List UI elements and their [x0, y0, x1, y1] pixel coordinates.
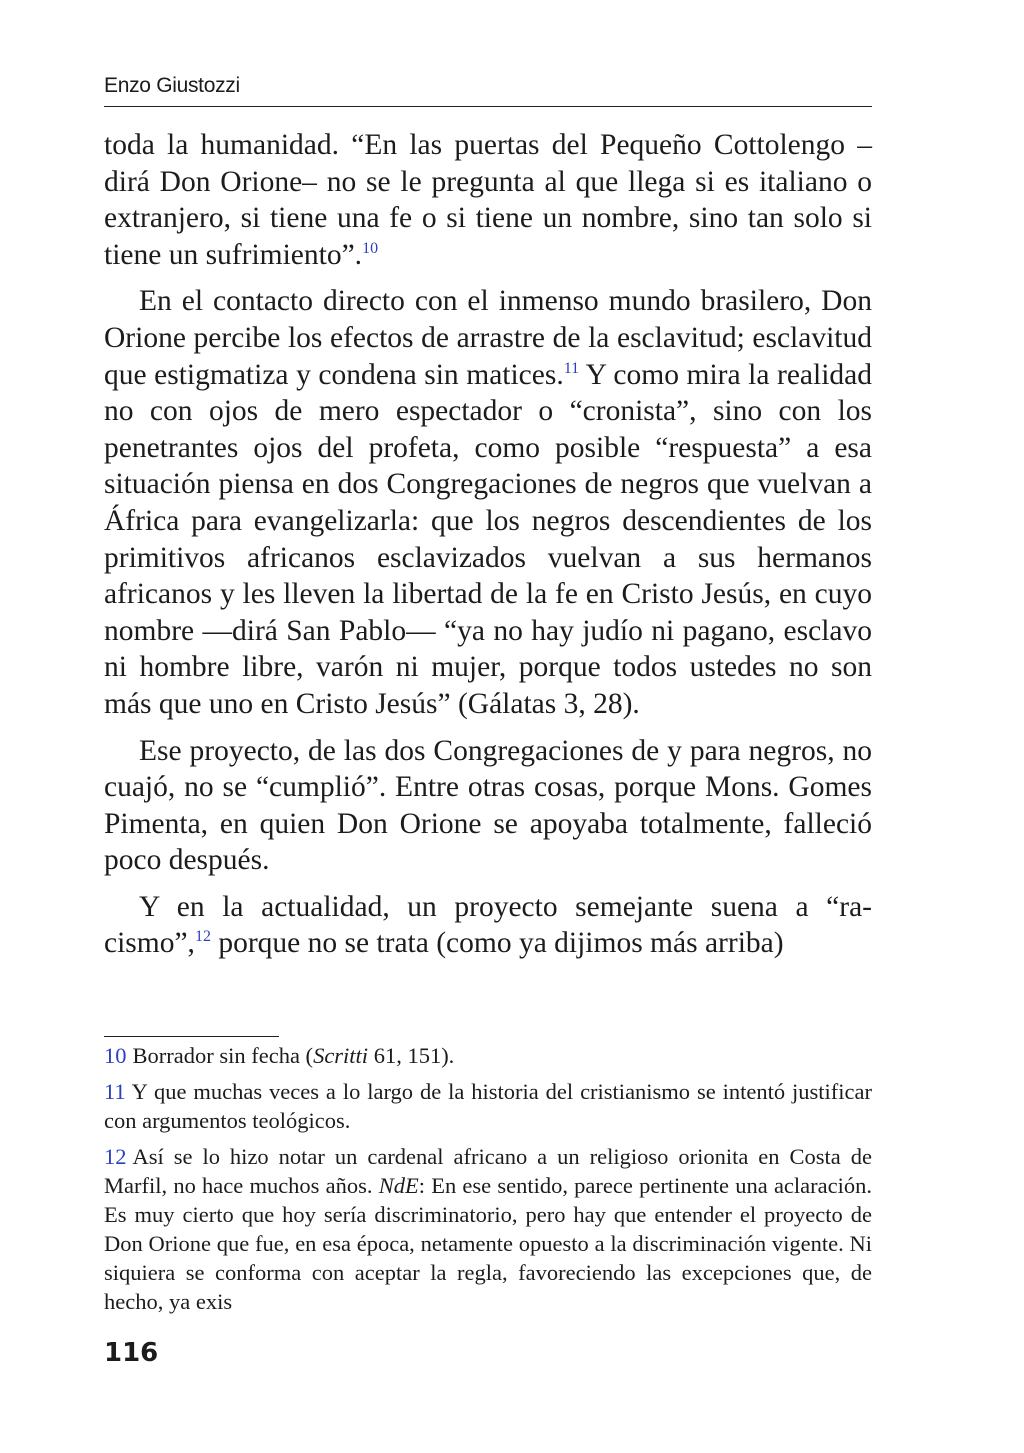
footnote-ref-10[interactable]: 10 [362, 239, 379, 257]
footnote-text: Y que muchas veces a lo largo de la historia del cristianismo se intentó justificar con argumentos teológicos. [104, 1079, 872, 1133]
paragraph-3: Ese proyecto, de las dos Congregaciones de y para negros, no cuajó, no se “cumplió”. Entre otras cosas, porque Mons. Gomes Pimenta, en quien Don Orione se apoyaba totalmente, falleció poco después. [104, 734, 872, 877]
footnote-number[interactable]: 12 [104, 1144, 127, 1169]
paragraph-2-text-a: En el contacto directo con el inmenso mundo brasilero, Don Orione percibe los efectos de arrastre de la esclavitud; esclavitud que estigmatiza y condena sin matices. [104, 285, 872, 391]
main-text [104, 127, 872, 972]
paragraph-4-text-b: porque no se trata (como ya dijimos más arriba) [210, 927, 784, 960]
footnote-12 [104, 1142, 872, 1316]
running-head: Enzo Giustozzi [104, 74, 240, 97]
header-rule [104, 106, 872, 107]
paragraph-4-text-a: Y en la actualidad, un proyecto semejante suena a “racismo”, [104, 890, 872, 960]
paragraph-1-text: toda la humanidad. “En las puertas del Pequeño Cottolengo –dirá Don Orione– no se le pregunta al que llega si es italiano o extranjero, si tiene una fe o si tiene un nombre, sino tan solo si tiene un sufrimiento”. [104, 129, 872, 271]
footnote-ref-11[interactable]: 11 [563, 359, 580, 377]
footnote-text: Borrador sin fecha ( [132, 1043, 314, 1068]
footnote-10 [104, 1041, 872, 1070]
paragraph-1 [104, 127, 872, 273]
footnote-11 [104, 1077, 872, 1135]
paragraph-2-text-b: Y como mira la realidad no con ojos de mero espectador o “cronista”, sino con los penetrantes ojos del profeta, como posible “respuesta” a esa situación piensa en dos Congregaciones de negros que vuelvan a África para evangelizarla: que los negros descendientes de los primitivos africanos esclavizados vuelvan a sus hermanos africanos y les lleven la libertad de la fe en Cristo Jesús, en cuyo nombre —dirá San Pablo— “ya no hay judío ni pagano, esclavo ni hombre libre, varón ni mujer, porque todos ustedes no son más que uno en Cristo Jesús” (Gálatas 3, 28). [104, 358, 873, 720]
footnote-italic: NdE [378, 1173, 419, 1198]
paragraph-4 [104, 889, 872, 962]
footnote-text: Así se lo hizo notar un cardenal africano a un religioso orionita en Costa de Marfil, no hace muchos años. [104, 1144, 872, 1198]
footnote-rule [104, 1036, 279, 1037]
footnote-text: : En ese sentido, parece pertinente una aclaración. Es muy cierto que hoy sería discriminatorio, pero hay que entender el proyecto de Don Orione que fue, en esa época, netamente opuesto a la discriminación vigente. Ni siquiera se conforma con aceptar la regla, favoreciendo las excepciones que, de hecho, ya exis [104, 1173, 872, 1314]
footnotes [104, 1041, 872, 1323]
paragraph-2 [104, 283, 872, 722]
footnote-number[interactable]: 10 [104, 1043, 127, 1068]
page-number: 116 [104, 1338, 159, 1368]
footnote-number[interactable]: 11 [104, 1079, 126, 1104]
footnote-ref-12[interactable]: 12 [194, 928, 211, 946]
footnote-text: 61, 151). [368, 1043, 455, 1068]
footnote-italic: Scritti [313, 1043, 369, 1068]
